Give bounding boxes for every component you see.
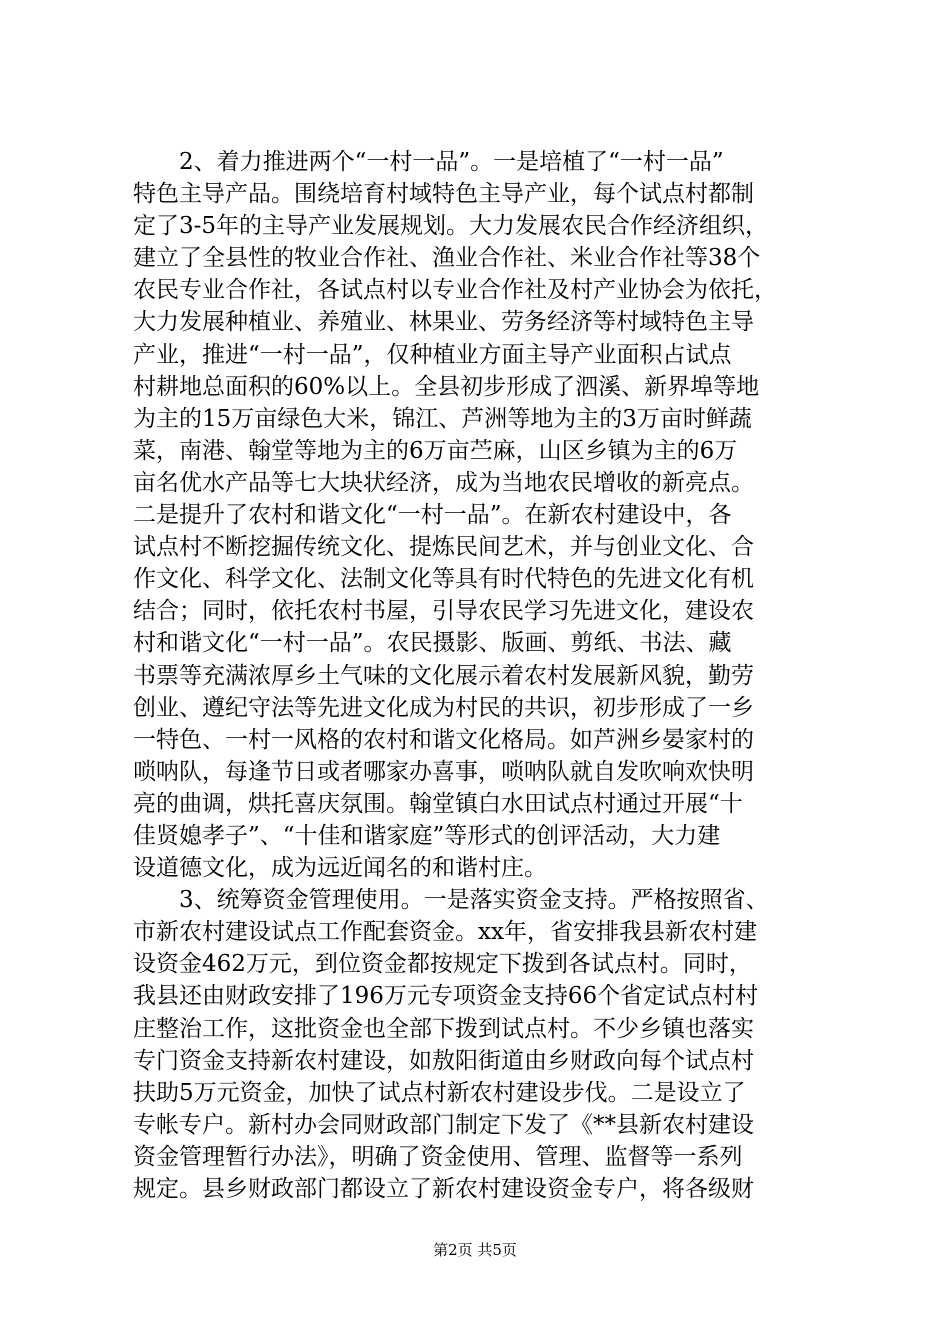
text-line: 书票等充满浓厚乡土气味的文化展示着农村发展新风貌，勤劳 [133, 662, 754, 689]
page-footer: 第2页 共5页 [433, 1241, 517, 1259]
text-line: 3、统筹资金管理使用。一是落实资金支持。严格按照省、 [179, 887, 769, 914]
text-line: 规定。县乡财政部门都设立了新农村建设资金专户，将各级财 [133, 1176, 754, 1202]
text-line: 二是提升了农村和谐文化“一村一品”。在新农村建设中，各 [133, 502, 732, 529]
text-line: 产业，推进“一村一品”，仅种植业方面主导产业面积占试点 [133, 341, 732, 368]
text-line: 2、着力推进两个“一村一品”。一是培植了“一村一品” [179, 149, 724, 175]
text-line: 专帐专户。新村办会同财政部门制定下发了《**县新农村建设 [133, 1111, 754, 1138]
body-text [133, 146, 833, 1205]
text-line: 佳贤媳孝子”、“十佳和谐家庭”等形式的创评活动，大力建 [133, 822, 721, 849]
text-line: 亩名优水产品等七大块状经济，成为当地农民增收的新亮点。 [133, 469, 754, 496]
text-line: 菜，南港、翰堂等地为主的6万亩苎麻，山区乡镇为主的6万 [133, 437, 738, 464]
text-line: 为主的15万亩绿色大米，锦江、芦洲等地为主的3万亩时鲜蔬 [133, 405, 752, 432]
text-line: 试点村不断挖掘传统文化、提炼民间艺术，并与创业文化、合 [133, 534, 754, 561]
text-line: 设道德文化，成为远近闻名的和谐村庄。 [133, 855, 547, 882]
text-line: 定了3-5年的主导产业发展规划。大力发展农民合作经济组织， [133, 213, 769, 240]
text-line: 村和谐文化“一村一品”。农民摄影、版画、剪纸、书法、藏 [133, 630, 732, 657]
text-line: 亮的曲调，烘托喜庆氛围。翰堂镇白水田试点村通过开展“十 [133, 790, 743, 817]
text-line: 专门资金支持新农村建设，如敖阳街道由乡财政向每个试点村 [133, 1047, 754, 1074]
text-line: 唢呐队，每逢节日或者哪家办喜事，唢呐队就自发吹响欢快明 [133, 758, 754, 785]
text-line: 我县还由财政安排了196万元专项资金支持66个省定试点村村 [133, 983, 759, 1010]
text-line: 市新农村建设试点工作配套资金。xx年，省安排我县新农村建 [133, 919, 757, 946]
text-line: 大力发展种植业、养殖业、林果业、劳务经济等村域特色主导 [133, 309, 754, 336]
text-line: 一特色、一村一风格的农村和谐文化格局。如芦洲乡晏家村的 [133, 726, 754, 753]
text-line: 创业、遵纪守法等先进文化成为村民的共识，初步形成了一乡 [133, 694, 754, 721]
text-line: 资金管理暂行办法》，明确了资金使用、管理、监督等一系列 [133, 1143, 743, 1170]
text-line: 庄整治工作，这批资金也全部下拨到试点村。不少乡镇也落实 [133, 1015, 754, 1042]
text-line: 村耕地总面积的60%以上。全县初步形成了泗溪、新界埠等地 [133, 373, 760, 400]
text-line: 农民专业合作社，各试点村以专业合作社及村产业协会为依托， [133, 277, 777, 304]
text-line: 设资金462万元，到位资金都按规定下拨到各试点村。同时， [133, 951, 752, 978]
text-line: 结合；同时，依托农村书屋，引导农民学习先进文化，建设农 [133, 598, 754, 625]
text-line: 特色主导产品。围绕培育村域特色主导产业，每个试点村都制 [133, 181, 754, 208]
text-line: 作文化、科学文化、法制文化等具有时代特色的先进文化有机 [133, 566, 754, 593]
text-line: 建立了全县性的牧业合作社、渔业合作社、米业合作社等38个 [133, 245, 761, 272]
text-line: 扶助5万元资金，加快了试点村新农村建设步伐。二是设立了 [133, 1079, 746, 1106]
